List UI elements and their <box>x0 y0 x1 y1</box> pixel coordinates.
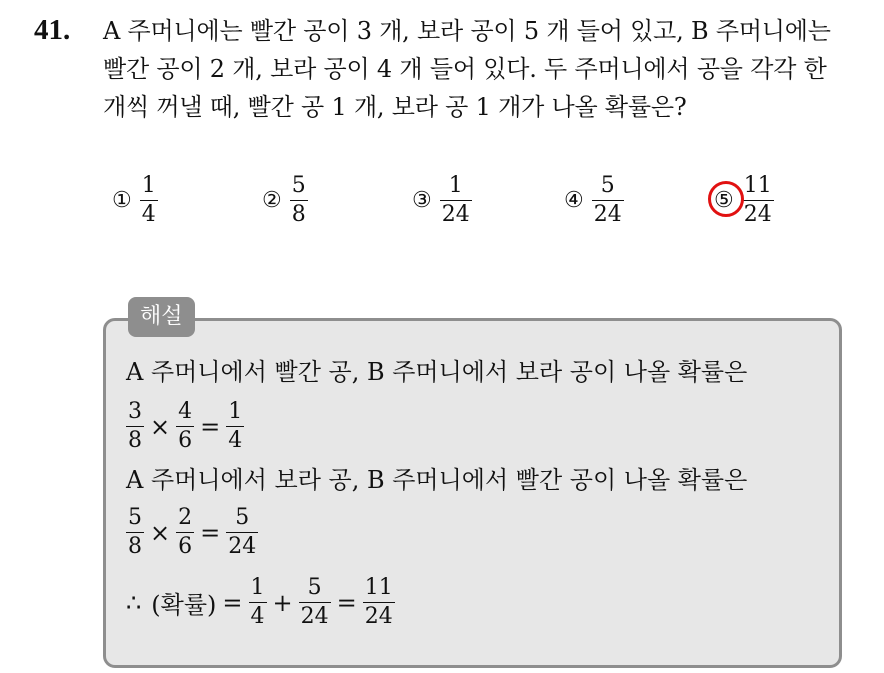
answer-circle-mark <box>708 181 744 217</box>
choice-mark: ③ <box>412 187 432 213</box>
fraction-numerator: 5 <box>128 505 142 530</box>
fraction-numerator: 4 <box>178 399 193 424</box>
fraction-numerator: 1 <box>228 399 243 424</box>
fraction-numerator: 3 <box>128 399 142 424</box>
fraction <box>226 398 244 455</box>
question-line: 개씩 꺼낼 때, 빨간 공 1 개, 보라 공 1 개가 나올 확률은? <box>103 93 687 121</box>
fraction-denominator: 24 <box>593 201 622 227</box>
fraction-denominator: 24 <box>743 201 772 227</box>
choice-5[interactable] <box>714 168 774 232</box>
solution-line-1: A 주머니에서 빨간 공, B 주머니에서 보라 공이 나올 확률은 <box>126 358 748 386</box>
choice-mark-text: ⑤ <box>714 187 734 213</box>
fraction <box>126 504 144 561</box>
choice-fraction <box>140 172 158 229</box>
fraction <box>176 504 194 561</box>
probability-label: (확률) <box>151 591 217 619</box>
fraction-numerator: 5 <box>600 172 615 198</box>
equals-operator: = <box>200 412 221 441</box>
choice-1[interactable] <box>112 168 158 232</box>
plus-operator: + <box>272 588 293 617</box>
choice-fraction <box>592 172 624 229</box>
fraction-denominator: 8 <box>128 534 142 559</box>
choice-2[interactable] <box>262 168 308 232</box>
fraction-denominator: 8 <box>291 201 306 227</box>
choice-4[interactable] <box>564 168 624 232</box>
question-line: A 주머니에는 빨간 공이 3 개, 보라 공이 5 개 들어 있고, B 주머니에는 <box>103 17 831 45</box>
fraction-denominator: 4 <box>141 201 156 227</box>
fraction-denominator: 24 <box>441 201 470 227</box>
fraction <box>226 504 258 561</box>
fraction <box>176 398 194 455</box>
choice-mark: ④ <box>564 187 584 213</box>
choice-fraction <box>290 172 308 229</box>
fraction-denominator: 24 <box>300 604 329 629</box>
fraction-numerator: 1 <box>250 575 265 600</box>
fraction-denominator: 6 <box>178 428 193 453</box>
fraction-denominator: 6 <box>178 534 193 559</box>
question-line: 빨간 공이 2 개, 보라 공이 4 개 들어 있다. 두 주머니에서 공을 각각 한 <box>103 55 827 83</box>
question-text <box>103 12 873 126</box>
fraction-numerator: 5 <box>235 505 250 530</box>
fraction-denominator: 24 <box>364 604 393 629</box>
times-operator: × <box>150 518 171 547</box>
choice-fraction <box>742 172 774 229</box>
solution-equation-2 <box>126 504 258 561</box>
fraction-numerator: 1 <box>448 172 463 198</box>
fraction <box>363 574 395 631</box>
fraction-numerator: 2 <box>178 505 193 530</box>
times-operator: × <box>150 412 171 441</box>
fraction-numerator: 5 <box>307 575 322 600</box>
solution-line-2: A 주머니에서 보라 공, B 주머니에서 빨간 공이 나올 확률은 <box>126 466 748 494</box>
question-number: 41. <box>34 14 71 46</box>
equals-operator: = <box>336 588 357 617</box>
solution-tag: 해설 <box>128 297 195 337</box>
choice-mark: ② <box>262 187 282 213</box>
fraction-numerator: 1 <box>141 172 156 198</box>
solution-equation-1 <box>126 398 244 455</box>
fraction-numerator: 11 <box>743 172 772 198</box>
fraction-numerator: 5 <box>291 172 306 198</box>
choice-mark: ① <box>112 187 132 213</box>
fraction-denominator: 4 <box>228 428 243 453</box>
fraction-denominator: 4 <box>250 604 265 629</box>
therefore-symbol: ∴ <box>126 588 142 617</box>
solution-final <box>126 574 395 631</box>
fraction-denominator: 8 <box>128 428 142 453</box>
choice-3[interactable] <box>412 168 472 232</box>
fraction-denominator: 24 <box>228 534 257 559</box>
fraction <box>126 398 144 455</box>
fraction-numerator: 11 <box>364 575 393 600</box>
fraction <box>299 574 331 631</box>
equals-operator: = <box>222 588 243 617</box>
fraction <box>249 574 267 631</box>
choice-fraction <box>440 172 472 229</box>
choice-mark <box>714 188 734 213</box>
equals-operator: = <box>200 518 221 547</box>
